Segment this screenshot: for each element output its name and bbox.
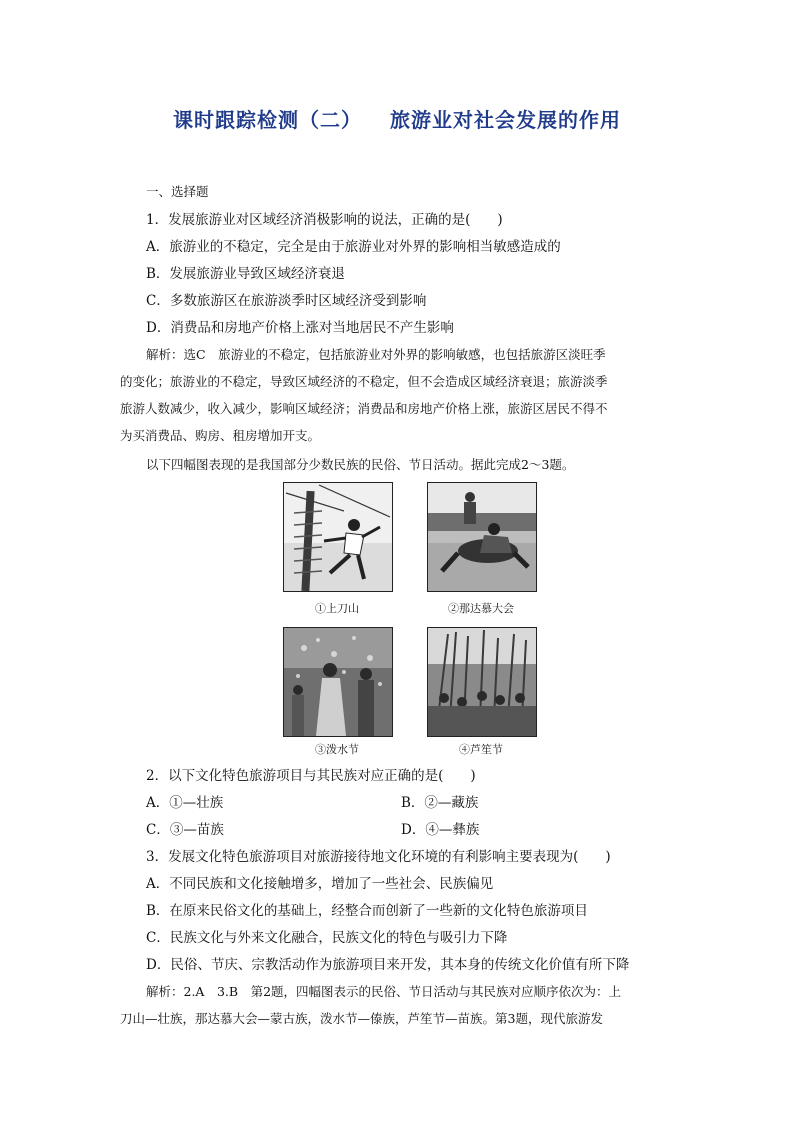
photo-shangdaoshan — [283, 482, 393, 592]
page-title — [0, 104, 794, 133]
q3-option-b: B．在原来民俗文化的基础上，经整合而创新了一些新的文化特色旅游项目 — [146, 903, 588, 919]
photo-lusheng — [427, 627, 537, 737]
analysis2-line1: 解析：2.A 3.B 第2题，四幅图表示的民俗、节日活动与其民族对应顺序依次为：上 — [146, 984, 622, 999]
q1-option-d: D．消费品和房地产价格上涨对当地居民不产生影响 — [146, 320, 454, 336]
photo-caption-3: ③泼水节 — [315, 743, 359, 756]
analysis1-line3: 旅游人数减少，收入减少，影响区域经济；消费品和房地产价格上涨，旅游区居民不得不 — [120, 401, 608, 416]
analysis1-line2: 的变化；旅游业的不稳定，导致区域经济的不稳定，但不会造成区域经济衰退；旅游淡季 — [120, 374, 608, 389]
analysis1-line1: 解析：选C 旅游业的不稳定，包括旅游业对外界的影响敏感，也包括旅游区淡旺季 — [146, 347, 606, 362]
q1-option-a: A．旅游业的不稳定，完全是由于旅游业对外界的影响相当敏感造成的 — [146, 239, 561, 255]
photo-water-festival — [283, 627, 393, 737]
q3-option-a: A．不同民族和文化接触增多，增加了一些社会、民族偏见 — [146, 876, 494, 892]
q2-stem: 2．以下文化特色旅游项目与其民族对应正确的是( ) — [146, 768, 476, 784]
q2-option-b: B．②—藏族 — [401, 795, 479, 811]
analysis1-line4: 为买消费品、购房、租房增加开支。 — [120, 428, 321, 443]
title-part-a: 课时跟踪检测（二） — [173, 108, 362, 132]
q3-stem: 3．发展文化特色旅游项目对旅游接待地文化环境的有利影响主要表现为( ) — [146, 849, 611, 865]
q2-option-a: A．①—壮族 — [146, 795, 224, 811]
q1-option-b: B．发展旅游业导致区域经济衰退 — [146, 266, 345, 282]
intro-text: 以下四幅图表现的是我国部分少数民族的民俗、节日活动。据此完成2～3题。 — [146, 457, 575, 472]
q3-option-d: D．民俗、节庆、宗教活动作为旅游项目来开发，其本身的传统文化价值有所下降 — [146, 957, 630, 973]
section-heading: 一、选择题 — [146, 184, 209, 199]
photo-caption-4: ④芦笙节 — [459, 743, 503, 756]
q1-stem: 1．发展旅游业对区域经济消极影响的说法，正确的是( ) — [146, 212, 503, 228]
analysis2-line2: 刀山—壮族，那达慕大会—蒙古族，泼水节—傣族，芦笙节—苗族。第3题，现代旅游发 — [120, 1011, 603, 1026]
photo-caption-1: ①上刀山 — [315, 602, 359, 615]
photo-caption-2: ②那达慕大会 — [448, 602, 514, 615]
title-part-b: 旅游业对社会发展的作用 — [390, 108, 621, 132]
q2-option-d: D．④—彝族 — [401, 822, 480, 838]
photo-nadam — [427, 482, 537, 592]
q2-option-c: C．③—苗族 — [146, 822, 224, 838]
q1-option-c: C．多数旅游区在旅游淡季时区域经济受到影响 — [146, 293, 427, 309]
q3-option-c: C．民族文化与外来文化融合，民族文化的特色与吸引力下降 — [146, 930, 508, 946]
